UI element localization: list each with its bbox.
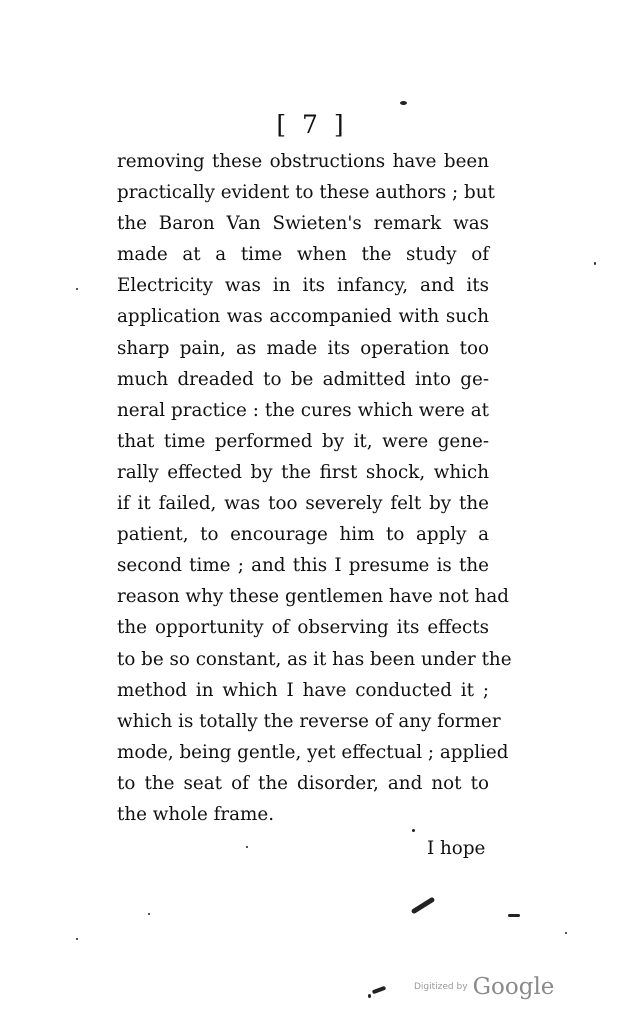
text-line: reason why these gentlemen have not had — [117, 586, 509, 608]
text-line: the Baron Van Swieten's remark was — [117, 213, 489, 235]
text-line: practically evident to these authors ; but — [117, 182, 495, 204]
text-line: Electricity was in its infancy, and its — [117, 275, 489, 297]
text-line: method in which I have conducted it ; — [117, 679, 489, 701]
text-line: patient, to encourage him to apply a — [117, 524, 489, 546]
google-logo: Google — [472, 974, 555, 1000]
ink-speck — [411, 896, 436, 914]
catchword: I hope — [427, 838, 486, 859]
watermark-prefix: Digitized by — [414, 982, 468, 992]
text-line: neral practice : the cures which were at — [117, 399, 489, 421]
text-line: rally effected by the first shock, which — [117, 461, 489, 483]
ink-speck — [76, 288, 78, 290]
text-line: much dreaded to be admitted into ge- — [117, 368, 489, 390]
text-line: to be so constant, as it has been under the — [117, 648, 512, 670]
ink-speck — [412, 829, 415, 832]
text-line: sharp pain, as made its operation too — [117, 337, 489, 359]
ink-speck — [400, 101, 407, 105]
text-line: removing these obstructions have been — [117, 151, 489, 172]
ink-speck — [372, 986, 387, 995]
ink-speck — [565, 932, 567, 934]
text-line: mode, being gentle, yet effectual ; applied — [117, 741, 509, 763]
digitized-watermark — [414, 974, 554, 1000]
text-line: to the seat of the disorder, and not to — [117, 772, 489, 794]
ink-speck — [368, 994, 371, 998]
ink-speck — [594, 262, 596, 265]
text-line: application was accompanied with such — [117, 306, 489, 328]
text-line: made at a time when the study of — [117, 244, 489, 266]
page-number: [ 7 ] — [276, 110, 348, 139]
ink-speck — [76, 938, 78, 940]
ink-speck — [246, 846, 248, 848]
text-line: the opportunity of observing its effects — [117, 617, 489, 639]
text-line: that time performed by it, were gene- — [117, 430, 489, 452]
text-line: the whole frame. — [117, 803, 275, 825]
body-text — [117, 146, 512, 830]
text-line: which is totally the reverse of any former — [117, 710, 501, 732]
ink-speck — [148, 913, 150, 915]
text-line: if it failed, was too severely felt by the — [117, 493, 489, 515]
ink-speck — [508, 914, 520, 917]
text-line: second time ; and this I presume is the — [117, 555, 489, 577]
